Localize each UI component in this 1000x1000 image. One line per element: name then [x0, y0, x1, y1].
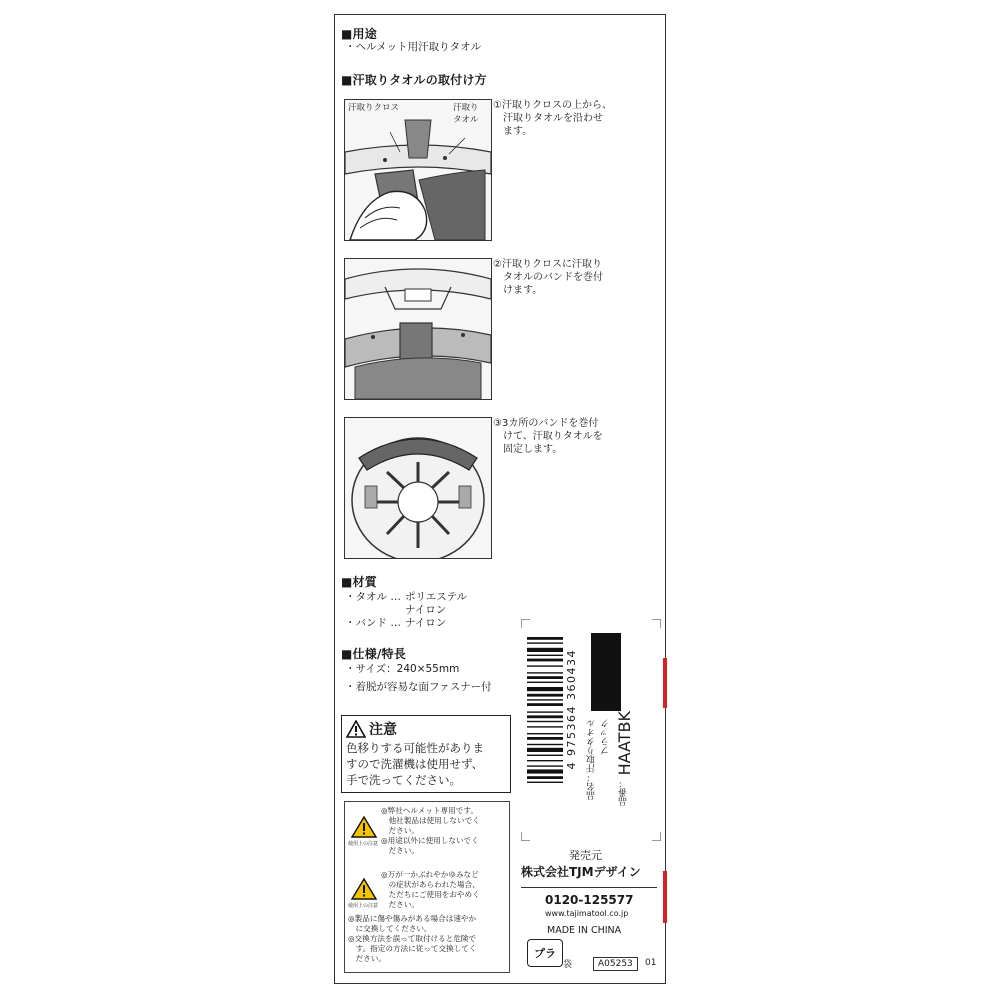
usage-heading: ■用途	[341, 27, 377, 41]
barcode-bar	[527, 776, 563, 779]
install-step-2: ②汗取りクロスに汗取り タオルのバンドを巻付 けます。	[493, 259, 603, 296]
barcode-bar	[527, 655, 563, 656]
barcode	[527, 637, 563, 813]
maker-url: www.tajimatool.co.jp	[545, 909, 629, 918]
barcode-bar	[527, 648, 563, 652]
material-heading: ■材質	[341, 575, 377, 589]
barcode-bar	[527, 676, 563, 679]
barcode-digits: 4 975364 360434	[565, 649, 578, 770]
usage-item: ・ヘルメット用汗取りタオル	[345, 41, 482, 53]
barcode-bar	[527, 769, 563, 773]
product-color: ブラック	[601, 719, 611, 755]
notes-block-1	[381, 806, 480, 856]
barcode-bar	[527, 682, 563, 683]
spec-heading: ■仕様/特長	[341, 647, 406, 661]
product-code-label: 品番：	[619, 779, 629, 806]
barcode-bar	[527, 760, 563, 761]
notes-block-3	[348, 914, 476, 964]
barcode-bar	[527, 659, 563, 662]
caution-line-1: 色移りする可能性がありま	[346, 741, 484, 755]
recycle-mark-icon	[527, 939, 563, 967]
caution-box	[341, 715, 511, 793]
notes-block-2	[381, 870, 480, 910]
material-towel-left: ・タオル …	[345, 591, 401, 603]
notes-line: ださい。	[381, 900, 419, 909]
barcode-bar	[527, 715, 563, 718]
notes-line: の症状があらわれた場合、	[381, 880, 480, 889]
barcode-bar	[527, 726, 563, 727]
barcode-bar	[527, 711, 563, 712]
material-towel-right-2: ナイロン	[405, 604, 447, 616]
notes-line: ◎製品に傷や傷みがある場合は速やか	[348, 914, 477, 923]
notes-line: ◎用途以外に使用しないでく	[381, 836, 479, 845]
barcode-bar	[527, 737, 563, 740]
barcode-bar	[527, 699, 563, 700]
warning-icon	[351, 878, 377, 900]
install-figure-3	[344, 417, 492, 559]
crop-mark	[521, 832, 530, 841]
footer-suffix: 01	[645, 958, 657, 968]
product-name: 品名：汗取りタオル	[587, 719, 597, 800]
barcode-bar	[527, 665, 563, 666]
black-block	[591, 633, 621, 711]
notes-line: 他社製品は使用しないでく	[381, 816, 480, 825]
package-insert-card	[334, 14, 666, 984]
barcode-bar	[527, 694, 563, 697]
notes-line: す。指定の方法に従って交換してく	[348, 944, 477, 953]
barcode-bar	[527, 755, 563, 756]
notes-line: に交換してください。	[348, 924, 432, 933]
maker-phone: 0120-125577	[545, 893, 634, 907]
notes-icon-caption-1: 使用上の注意	[348, 841, 379, 847]
warning-icon	[351, 816, 377, 838]
notes-line: ださい。	[381, 846, 419, 855]
material-band-right: ナイロン	[405, 617, 447, 629]
install-step-3: ③3カ所のバンドを巻付 けて、汗取りタオルを 固定します。	[493, 418, 603, 455]
crop-mark	[652, 832, 661, 841]
warning-icon	[346, 720, 366, 738]
barcode-bar	[527, 748, 563, 752]
spec-feature: ・着脱が容易な面ファスナー付	[345, 681, 492, 693]
figure-1-label-cloth: 汗取りクロス	[348, 103, 400, 113]
usage-notes-box	[344, 801, 510, 973]
crop-mark	[652, 619, 661, 628]
notes-line: ◎交換方法を誤って取付けると危険で	[348, 934, 477, 943]
product-label	[521, 619, 661, 841]
product-code: HAATBK	[615, 711, 634, 776]
red-edge-mark	[663, 658, 667, 708]
caution-line-3: 手で洗ってください。	[346, 773, 461, 787]
install-figure-1	[344, 99, 492, 241]
notes-icon-caption-2: 使用上の注意	[348, 903, 379, 909]
bag-label: 袋	[563, 960, 573, 970]
install-heading: ■汗取りタオルの取付け方	[341, 73, 487, 87]
barcode-bar	[527, 703, 563, 706]
figure-2-drawing	[345, 259, 491, 399]
barcode-bar	[527, 672, 563, 673]
notes-line: ださい。	[348, 954, 386, 963]
maker-company: 株式会社TJMデザイン	[521, 865, 641, 879]
figure-3-drawing	[345, 418, 491, 558]
notes-line: ◎弊社ヘルメット専用です。	[381, 806, 478, 815]
barcode-bar	[527, 765, 563, 766]
spec-size: ・サイズ：240×55mm	[345, 663, 460, 675]
barcode-bar	[527, 687, 563, 691]
barcode-bar	[527, 744, 563, 745]
caution-line-2: すので洗濯機は使用せず、	[346, 757, 484, 771]
maker-divider	[521, 887, 657, 888]
barcode-bar	[527, 782, 563, 783]
footer-code: A05253	[593, 957, 638, 971]
figure-1-label-towel-2: タオル	[453, 115, 479, 125]
notes-line: ただちにご使用をおやめく	[381, 890, 480, 899]
barcode-bar	[527, 733, 563, 734]
barcode-bar	[527, 721, 563, 722]
install-figure-2	[344, 258, 492, 400]
caution-title: 注意	[369, 722, 397, 738]
install-step-1: ①汗取りクロスの上から、 汗取りタオルを沿わせ ます。	[493, 100, 612, 137]
barcode-bar	[527, 642, 563, 643]
notes-line: ださい。	[381, 826, 419, 835]
figure-1-label-towel-1: 汗取り	[453, 103, 479, 113]
maker-label: 発売元	[569, 849, 602, 862]
material-towel-right: ポリエステル	[405, 591, 468, 603]
barcode-bar	[527, 637, 563, 640]
red-edge-mark	[663, 871, 667, 923]
notes-line: ◎万が一かぶれやかゆみなど	[381, 870, 479, 879]
crop-mark	[521, 619, 530, 628]
recycle-mark-text: プラ	[534, 947, 556, 960]
made-in: MADE IN CHINA	[547, 925, 622, 936]
material-band-left: ・バンド …	[345, 617, 401, 629]
